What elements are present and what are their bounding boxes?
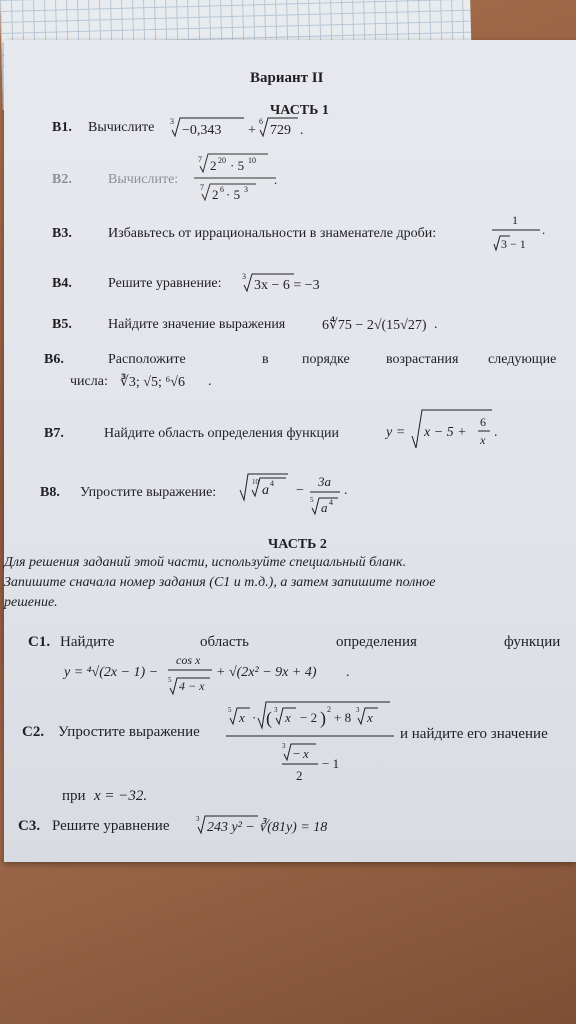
b3-numerator: 1: [512, 213, 518, 227]
task-text-c1-w1: Найдите: [60, 634, 115, 650]
formula-c1: [64, 652, 364, 700]
task-label-b1: B1.: [52, 120, 72, 135]
svg-text:x: x: [303, 746, 309, 761]
task-label-b7: B7.: [44, 426, 64, 441]
part2-intro-line1: Для решения заданий этой части, используйте специальный бланк.: [4, 555, 407, 570]
svg-text:a: a: [321, 500, 328, 515]
svg-text:2: 2: [210, 158, 217, 173]
task-text-c2: Упростите выражение: [58, 724, 200, 740]
svg-text:3: 3: [274, 706, 278, 714]
part2-intro-line3: решение.: [4, 595, 58, 610]
svg-text:.: .: [300, 123, 304, 138]
svg-text:): ): [320, 708, 326, 728]
task-text-b6-line2: числа:: [70, 374, 108, 389]
svg-text:7: 7: [198, 155, 202, 164]
b7-denominator: x: [480, 433, 486, 447]
task-text-b1: Вычислите: [88, 120, 155, 135]
task-text-b8: Упростите выражение:: [80, 485, 217, 500]
formula-b1: [168, 112, 308, 140]
b1-radicand-a: −0,343: [182, 123, 222, 138]
c1-cos: cos x: [176, 653, 201, 667]
c1-lhs: y = ⁴√(2x − 1) −: [64, 665, 159, 680]
task-text-b6-w5: следующие: [488, 352, 557, 367]
b1-radicand-b: 729: [270, 123, 291, 138]
svg-text:.: .: [344, 483, 348, 498]
task-text-c2-line2: при: [62, 788, 86, 804]
b8-numerator: 3a: [318, 474, 331, 489]
svg-text:·: ·: [252, 710, 257, 725]
b3-denominator: 3 − 1: [501, 237, 526, 251]
part2-title: ЧАСТЬ 2: [268, 537, 327, 552]
task-text-b6-w3: порядке: [302, 352, 350, 367]
svg-text:· 5: · 5: [230, 158, 245, 173]
formula-c3: [194, 810, 364, 838]
task-label-c3: C3.: [18, 818, 41, 834]
svg-text:.: .: [494, 425, 498, 440]
svg-text:− 2: − 2: [300, 710, 318, 725]
svg-text:3: 3: [356, 706, 360, 714]
b1-index-a: 3: [170, 117, 174, 126]
worksheet: [4, 40, 576, 862]
formula-b6: ∛3; √5; ⁶√6: [120, 375, 185, 390]
svg-text:.: .: [346, 665, 350, 680]
task-text-b5: Найдите значение выражения: [108, 317, 286, 332]
formula-b3: [490, 208, 554, 260]
formula-c2: [226, 698, 396, 794]
svg-text:− 1: − 1: [322, 756, 340, 771]
task-label-c1: C1.: [28, 634, 51, 650]
task-text-b7: Найдите область определения функции: [104, 426, 339, 441]
task-text-c1-w2: область: [200, 634, 249, 650]
task-text-c1-w4: функции: [504, 634, 561, 650]
task-label-c2: C2.: [22, 724, 45, 740]
svg-text:3: 3: [242, 272, 246, 281]
task-text-b3: Избавьтесь от иррациональности в знаменателе дроби:: [108, 226, 437, 241]
svg-text:x: x: [239, 710, 245, 725]
svg-text:x: x: [285, 710, 291, 725]
part2-intro-line2: Запишите сначала номер задания (С1 и т.д.), а затем запишите полное: [4, 575, 436, 590]
task-label-b8: B8.: [40, 485, 60, 500]
task-text-b6-w4: возрастания: [386, 352, 459, 367]
formula-b7: [386, 406, 506, 462]
formula-b2: [194, 150, 284, 206]
svg-text:5: 5: [310, 496, 314, 504]
b6-period: .: [208, 374, 212, 389]
svg-text:10: 10: [252, 478, 259, 486]
b7-radicand: x − 5 +: [424, 425, 467, 440]
svg-text:5: 5: [228, 706, 232, 714]
b1-index-b: 6: [259, 117, 263, 126]
task-text-c1-w3: определения: [336, 634, 417, 650]
task-label-b2: B2.: [52, 172, 72, 187]
svg-text:4: 4: [329, 498, 333, 507]
task-label-b5: B5.: [52, 317, 72, 332]
svg-text:· 5: · 5: [226, 187, 241, 202]
b7-numerator: 6: [480, 415, 486, 429]
task-text-b4: Решите уравнение:: [108, 276, 222, 291]
part1-title: ЧАСТЬ 1: [270, 103, 329, 118]
svg-text:3: 3: [244, 185, 248, 194]
task-text-c2-after: и найдите его значение: [400, 726, 548, 742]
svg-text:+ 8: + 8: [334, 710, 352, 725]
svg-text:.: .: [542, 222, 546, 237]
svg-text:2: 2: [212, 187, 219, 202]
svg-text:6: 6: [220, 185, 224, 194]
svg-text:+: +: [248, 123, 256, 138]
svg-text:5: 5: [168, 676, 172, 684]
task-label-b3: B3.: [52, 226, 72, 241]
formula-b8: [238, 468, 358, 524]
b4-expression: 3x − 6 = −3: [254, 278, 320, 293]
svg-text:3: 3: [196, 815, 200, 823]
svg-text:.: .: [274, 172, 278, 187]
b5-period: .: [434, 317, 438, 332]
svg-text:20: 20: [218, 156, 226, 165]
svg-text:7: 7: [200, 183, 204, 192]
svg-text:a: a: [262, 483, 269, 498]
svg-text:3: 3: [282, 742, 286, 750]
svg-text:x: x: [367, 710, 373, 725]
svg-text:2: 2: [327, 705, 331, 714]
svg-text:(: (: [266, 708, 272, 728]
svg-text:2: 2: [296, 768, 303, 783]
b7-y: y =: [386, 425, 406, 440]
formula-b5: 6∜75 − 2√(15√27): [322, 318, 427, 333]
c3-equation: 243 y² − ∛(81y) = 18: [207, 820, 328, 835]
task-label-b4: B4.: [52, 276, 72, 291]
svg-text:−: −: [296, 483, 304, 498]
task-text-c3: Решите уравнение: [52, 818, 170, 834]
task-label-b6: B6.: [44, 352, 64, 367]
variant-title: Вариант II: [250, 70, 324, 86]
c2-condition: x = −32.: [94, 788, 148, 804]
c1-tail: + √(2x² − 9x + 4): [216, 665, 317, 680]
svg-text:−: −: [293, 746, 301, 761]
task-text-b6-w2: в: [262, 352, 269, 367]
c1-denominator: 4 − x: [179, 679, 205, 693]
svg-text:10: 10: [248, 156, 256, 165]
task-text-b2: Вычислите:: [108, 172, 179, 187]
svg-text:4: 4: [270, 479, 274, 488]
task-text-b6-w1: Расположите: [108, 352, 186, 367]
formula-b4: [240, 268, 350, 294]
